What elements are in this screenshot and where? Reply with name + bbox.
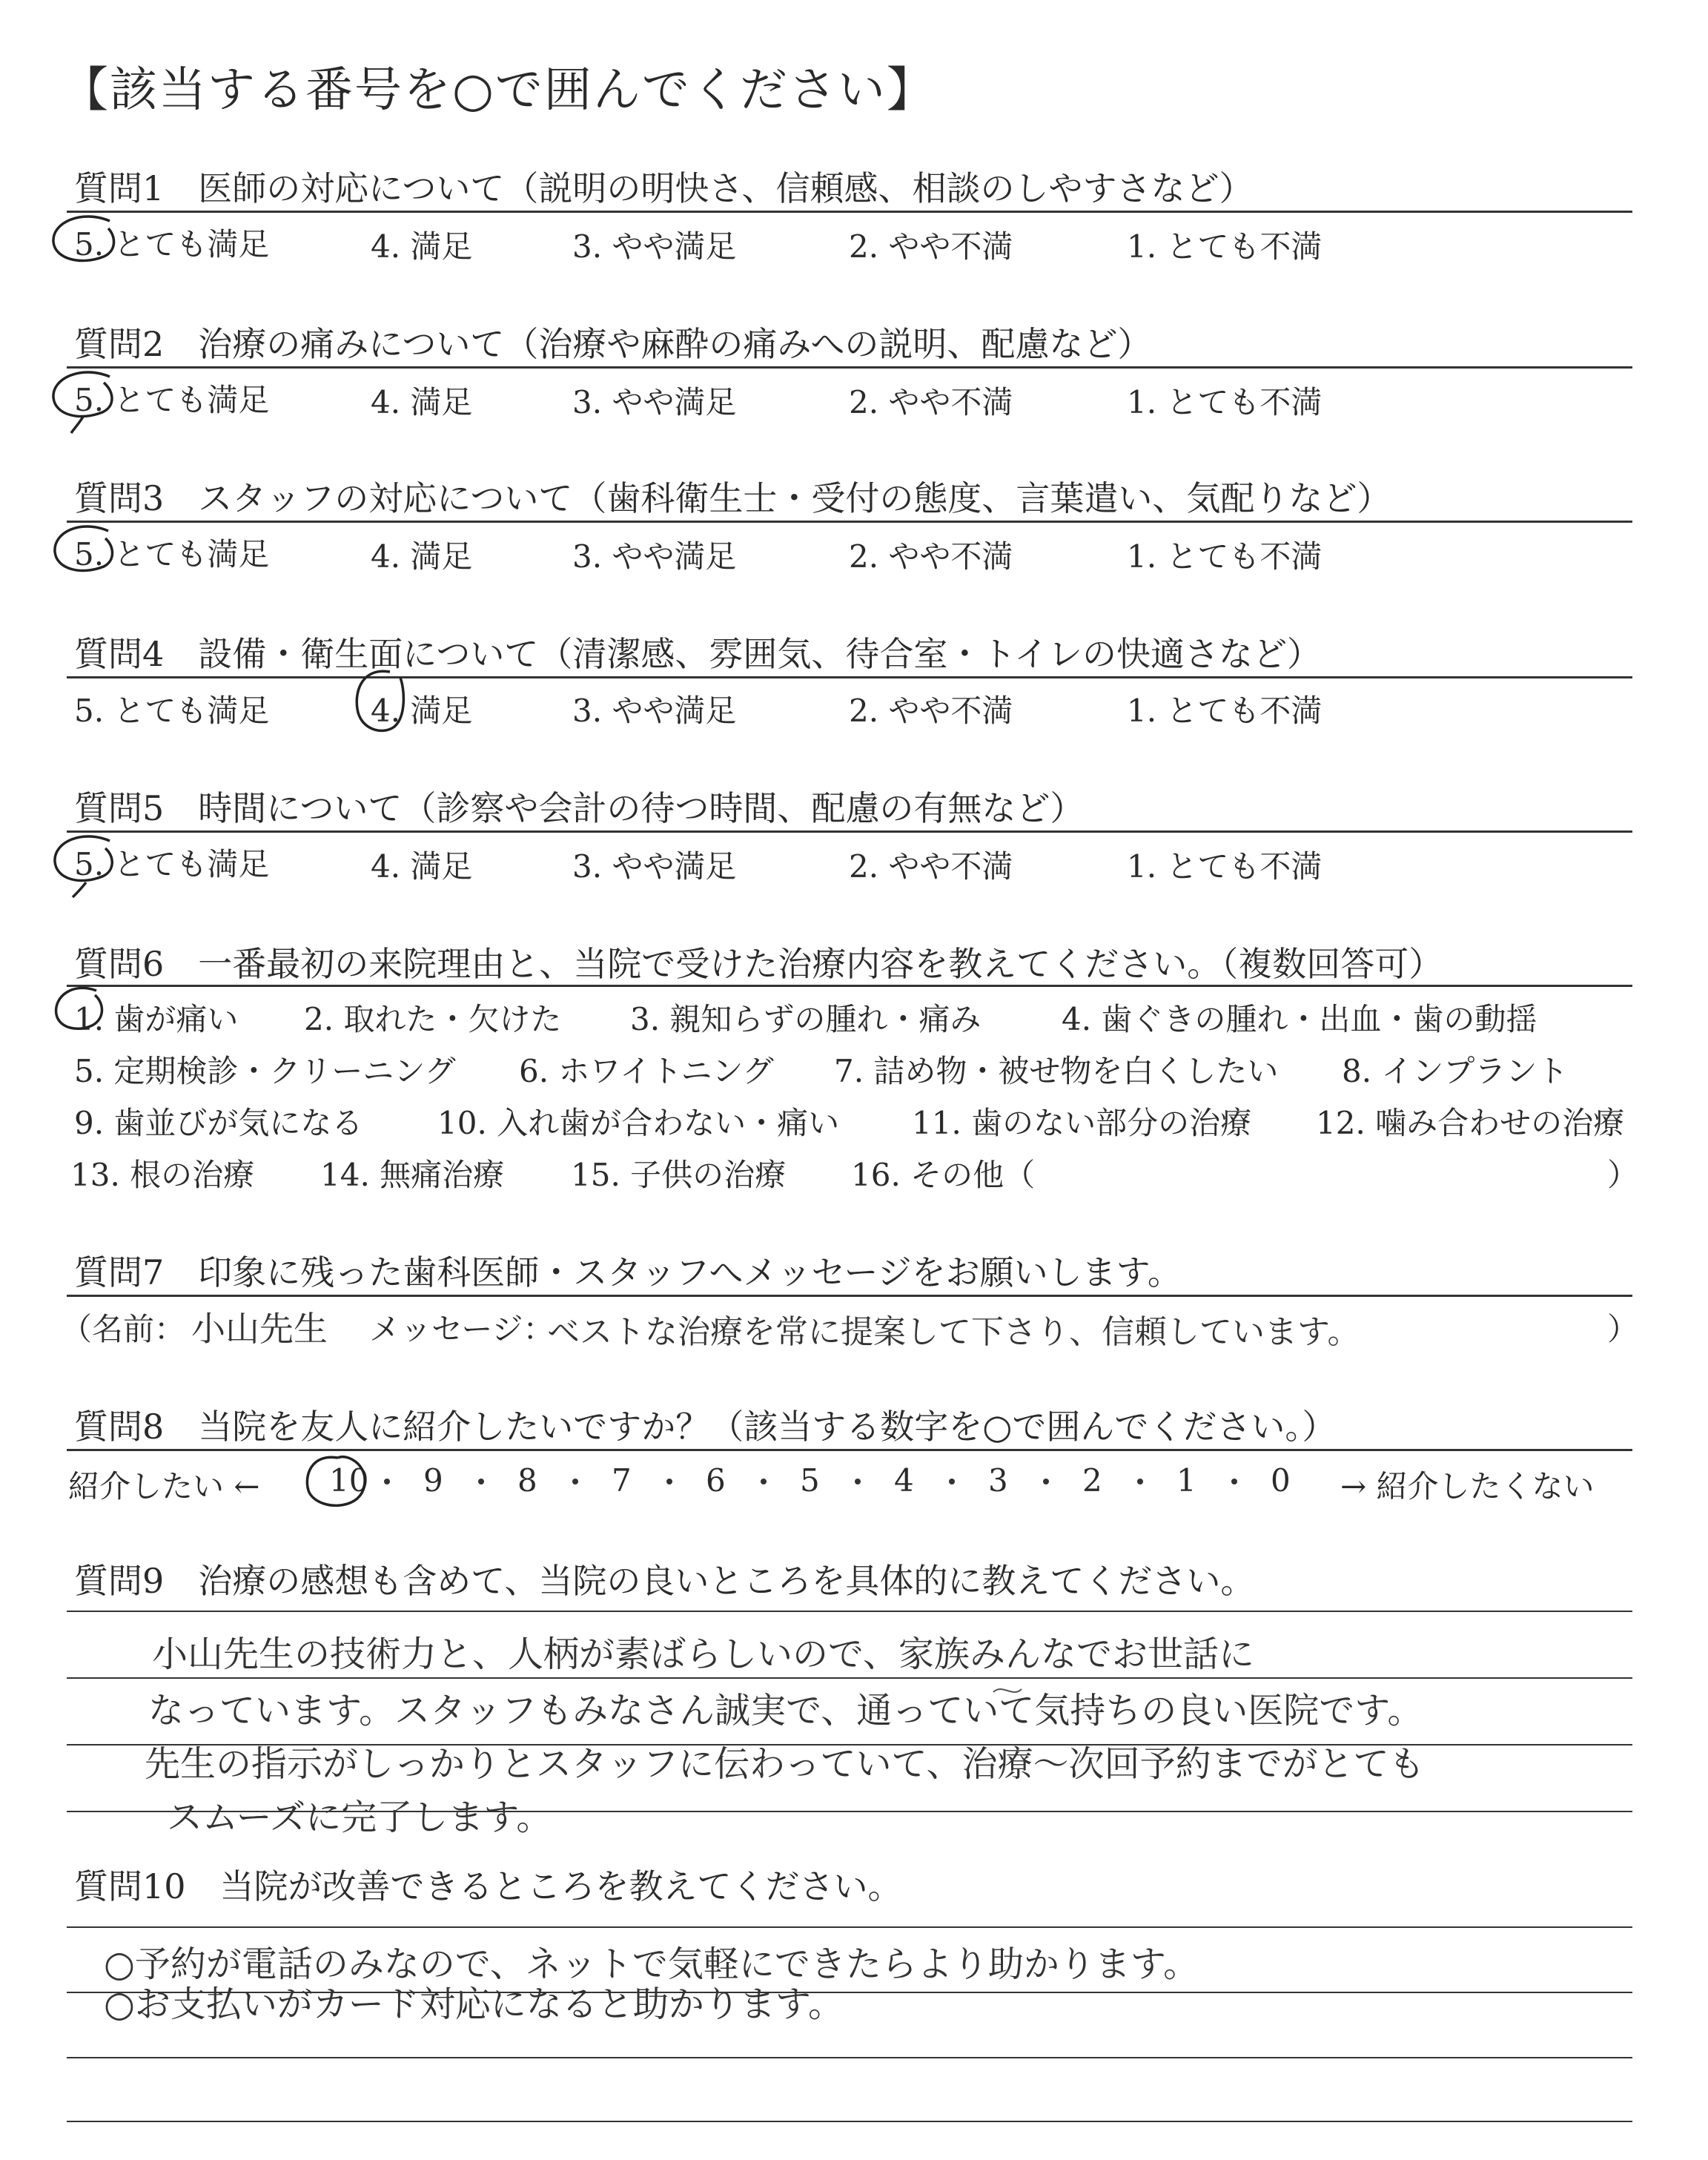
q3-option-5[interactable]: 5. とても満足 [74, 536, 270, 572]
q8-scale-value-5[interactable]: 5 [800, 1462, 820, 1499]
q3-title: 質問3 スタッフの対応について（歯科衛生士・受付の態度、言葉遣い、気配りなど） [74, 478, 1391, 518]
q8-rule [67, 1449, 1632, 1451]
q1-title: 質問1 医師の対応について（説明の明快さ、信頼感、相談のしやすさなど） [74, 168, 1254, 208]
q2-rule [67, 366, 1632, 369]
q8-scale-dot [1043, 1479, 1049, 1484]
page-header: 【該当する番号を○で囲んでください】 [61, 63, 936, 118]
q3-option-3[interactable]: 3. やや満足 [572, 538, 737, 575]
q7-message-label: メッセージ： [369, 1311, 555, 1347]
q10-rule-1 [67, 1926, 1632, 1928]
q6-option-10[interactable]: 10. 入れ歯が合わない・痛い [437, 1105, 840, 1141]
q10-rule-3 [67, 2057, 1632, 2058]
q6-option-11[interactable]: 11. 歯のない部分の治療 [912, 1105, 1252, 1141]
q5-option-3[interactable]: 3. やや満足 [572, 848, 737, 885]
q8-scale-value-7[interactable]: 7 [612, 1462, 632, 1499]
q3-option-4[interactable]: 4. 満足 [371, 538, 473, 575]
q2-option-3[interactable]: 3. やや満足 [572, 384, 737, 420]
q1-option-1[interactable]: 1. とても不満 [1127, 228, 1323, 265]
q1-option-2[interactable]: 2. やや不満 [849, 228, 1013, 265]
q8-scale-value-3[interactable]: 3 [988, 1462, 1008, 1499]
q2-option-5[interactable]: 5. とても満足 [74, 382, 270, 418]
q8-scale-dot [572, 1479, 578, 1484]
q6-option-12[interactable]: 12. 噛み合わせの治療 [1316, 1105, 1625, 1141]
q7-name-value[interactable]: 小山先生 [191, 1309, 328, 1349]
q6-option-9[interactable]: 9. 歯並びが気になる [74, 1105, 363, 1141]
q10-answer-line-1[interactable]: ○予約が電話のみなので、ネットで気軽にできたらより助かります。 [104, 1943, 1199, 1985]
q8-scale-value-0[interactable]: 0 [1271, 1462, 1291, 1499]
q5-title: 質問5 時間について（診察や会計の待つ時間、配慮の有無など） [74, 788, 1085, 828]
q8-scale-value-10[interactable]: 10 [329, 1462, 369, 1499]
q1-option-3[interactable]: 3. やや満足 [572, 228, 737, 265]
q6-option-15[interactable]: 15. 子供の治療 [571, 1157, 787, 1193]
q6-rule [67, 985, 1632, 987]
q4-option-2[interactable]: 2. やや不満 [849, 693, 1013, 729]
q4-option-3[interactable]: 3. やや満足 [572, 693, 737, 729]
q8-scale-dot [666, 1479, 672, 1484]
q6-option-5[interactable]: 5. 定期検診・クリーニング [74, 1053, 456, 1089]
q6-option-6[interactable]: 6. ホワイトニング [519, 1053, 774, 1089]
q6-option-4[interactable]: 4. 歯ぐきの腫れ・出血・歯の動揺 [1062, 1001, 1537, 1037]
q2-option-4[interactable]: 4. 満足 [371, 384, 473, 420]
q2-option-1[interactable]: 1. とても不満 [1127, 384, 1323, 420]
q6-other-close: ） [1607, 1157, 1639, 1193]
q8-left-label: 紹介したい ← [68, 1468, 260, 1505]
q9-answer-line-1[interactable]: 小山先生の技術力と、人柄が素ばらしいので、家族みんなでお世話に [152, 1634, 1255, 1675]
q7-message-value[interactable]: ベストな治療を常に提案して下さり、信頼しています。 [547, 1313, 1360, 1351]
q10-answer-line-2[interactable]: ○お支払いがカード対応になると助かります。 [104, 1984, 844, 2025]
q1-option-5[interactable]: 5. とても満足 [74, 226, 270, 262]
q5-option-1[interactable]: 1. とても不満 [1127, 848, 1323, 885]
q8-title: 質問8 当院を友人に紹介したいですか？（該当する数字を○で囲んでください。） [74, 1407, 1337, 1447]
q2-title: 質問2 治療の痛みについて（治療や麻酔の痛みへの説明、配慮など） [74, 324, 1152, 364]
q3-option-2[interactable]: 2. やや不満 [849, 538, 1013, 575]
q8-scale-value-1[interactable]: 1 [1176, 1462, 1196, 1499]
q4-option-4[interactable]: 4. 満足 [371, 693, 473, 729]
q5-option-2[interactable]: 2. やや不満 [849, 848, 1013, 885]
q4-option-1[interactable]: 1. とても不満 [1127, 693, 1323, 729]
q9-rule-2 [67, 1677, 1632, 1679]
q6-option-7[interactable]: 7. 詰め物・被せ物を白くしたい [834, 1053, 1279, 1089]
q6-title: 質問6 一番最初の来院理由と、当院で受けた治療内容を教えてください。（複数回答可） [74, 944, 1443, 984]
q1-rule [67, 211, 1632, 213]
q4-title: 質問4 設備・衛生面について（清潔感、雰囲気、待合室・トイレの快適さなど） [74, 634, 1322, 674]
q10-title: 質問10 当院が改善できるところを教えてください。 [74, 1866, 902, 1906]
q5-option-4[interactable]: 4. 満足 [371, 848, 473, 885]
q9-rule-1 [67, 1611, 1632, 1612]
q5-rule [67, 830, 1632, 833]
q5-option-5[interactable]: 5. とても満足 [74, 846, 270, 882]
q3-rule [67, 521, 1632, 523]
q7-title: 質問7 印象に残った歯科医師・スタッフへメッセージをお願いします。 [74, 1252, 1182, 1292]
q7-close: ） [1607, 1311, 1639, 1347]
q6-option-2[interactable]: 2. 取れた・欠けた [304, 1001, 562, 1037]
q8-scale-dot [384, 1479, 390, 1484]
q8-scale-dot [1231, 1479, 1237, 1484]
q7-name-label: （名前： [61, 1311, 186, 1347]
q9-answer-line-3[interactable]: 先生の指示がしっかりとスタッフに伝わっていて、治療～次回予約までがとても [145, 1743, 1425, 1785]
q9-answer-line-4[interactable]: スムーズに完了します。 [167, 1797, 552, 1838]
q4-rule [67, 676, 1632, 678]
q6-option-13[interactable]: 13. 根の治療 [70, 1157, 255, 1193]
q6-option-8[interactable]: 8. インプラント [1342, 1053, 1569, 1089]
q6-option-14[interactable]: 14. 無痛治療 [320, 1157, 505, 1193]
q3-option-1[interactable]: 1. とても不満 [1127, 538, 1323, 575]
q8-scale-value-9[interactable]: 9 [423, 1462, 443, 1499]
q2-option-2[interactable]: 2. やや不満 [849, 384, 1013, 420]
q6-option-16[interactable]: 16. その他（ [851, 1157, 1036, 1193]
q7-rule [67, 1295, 1632, 1297]
q8-scale-value-8[interactable]: 8 [517, 1462, 537, 1499]
q8-scale-dot [761, 1479, 767, 1484]
q9-answer-line-2[interactable]: なっています。スタッフもみなさん誠実で、通っていて気持ちの良い医院です。 [148, 1690, 1423, 1731]
q8-scale-value-2[interactable]: 2 [1082, 1462, 1102, 1499]
q8-scale-value-4[interactable]: 4 [894, 1462, 914, 1499]
q8-scale-dot [1137, 1479, 1143, 1484]
q8-scale-dot [855, 1479, 861, 1484]
q9-title: 質問9 治療の感想も含めて、当院の良いところを具体的に教えてください。 [74, 1561, 1255, 1601]
q10-rule-4 [67, 2121, 1632, 2122]
q8-scale-value-6[interactable]: 6 [706, 1462, 726, 1499]
q8-right-label: → 紹介したくない [1340, 1468, 1595, 1505]
q6-option-3[interactable]: 3. 親知らずの腫れ・痛み [630, 1001, 982, 1037]
q4-option-5[interactable]: 5. とても満足 [74, 693, 270, 729]
q1-option-4[interactable]: 4. 満足 [371, 228, 473, 265]
q8-scale-dot [949, 1479, 955, 1484]
q8-scale-dot [478, 1479, 484, 1484]
q6-option-1[interactable]: 1. 歯が痛い [74, 1001, 239, 1037]
